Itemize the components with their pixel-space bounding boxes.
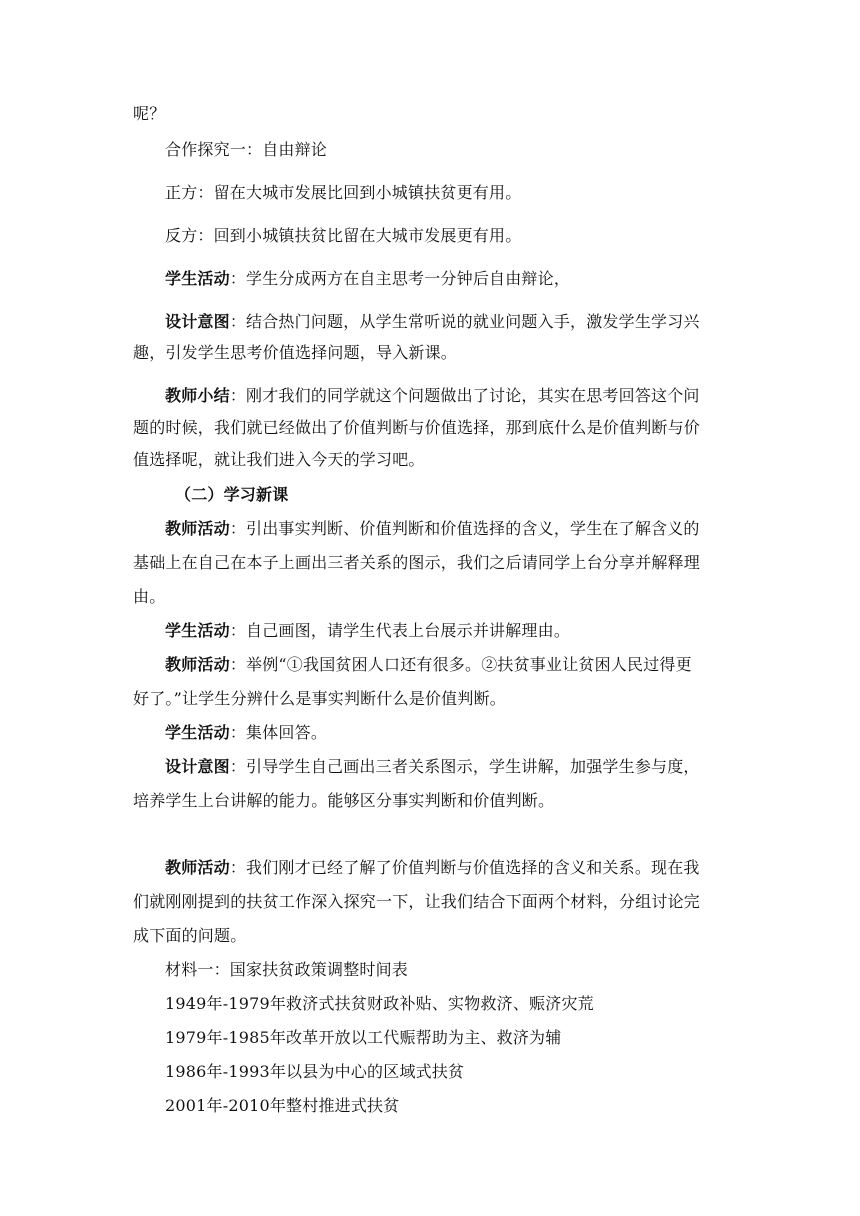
paragraph-line: 呢？ [133,104,166,123]
paragraph-line: 学生活动：学生分成两方在自主思考一分钟后自由辩论， [165,269,571,288]
paragraph-line: 题的时候，我们就已经做出了价值判断与价值选择，那到底什么是价值判断与价 [133,418,701,437]
paragraph-line: 由。 [133,587,166,606]
paragraph-line: 教师活动：引出事实判断、价值判断和价值选择的含义，学生在了解含义的 [165,519,700,538]
paragraph-line: 设计意图：引导学生自己画出三者关系图示，学生讲解，加强学生参与度， [165,757,700,776]
paragraph-line: 1949年-1979年救济式扶贫财政补贴、实物救济、赈济灾荒 [165,994,594,1013]
paragraph-line: 好了。”让学生分辨什么是事实判断什么是价值判断。 [133,689,506,708]
paragraph-line: 2001年-2010年整村推进式扶贫 [165,1096,400,1115]
paragraph-line: 学生活动：自己画图，请学生代表上台展示并讲解理由。 [165,621,571,640]
paragraph-line: 教师活动：举例“①我国贫困人口还有很多。②扶贫事业让贫困人民过得更 [165,655,692,674]
paragraph-line: 合作探究一：自由辩论 [165,140,328,159]
section-heading: （二）学习新课 [175,485,289,504]
paragraph-line: 培养学生上台讲解的能力。能够区分事实判断和价值判断。 [133,791,555,810]
paragraph-line: 成下面的问题。 [133,926,247,945]
paragraph-line: 1986年-1993年以县为中心的区域式扶贫 [165,1062,465,1081]
paragraph-line: 反方：回到小城镇扶贫比留在大城市发展更有用。 [165,226,522,245]
paragraph-line: 教师小结：刚才我们的同学就这个问题做出了讨论，其实在思考回答这个问 [165,386,700,405]
paragraph-line: 设计意图：结合热门问题，从学生常听说的就业问题入手，激发学生学习兴 [165,312,700,331]
paragraph-line: 学生活动：集体回答。 [165,723,328,742]
paragraph-line: 教师活动：我们刚才已经了解了价值判断与价值选择的含义和关系。现在我 [165,858,700,877]
paragraph-line: 1979年-1985年改革开放以工代赈帮助为主、救济为辅 [165,1028,562,1047]
paragraph-line: 正方：留在大城市发展比回到小城镇扶贫更有用。 [165,183,522,202]
paragraph-line: 基础上在自己在本子上画出三者关系的图示，我们之后请同学上台分享并解释理 [133,553,701,572]
paragraph-line: 材料一：国家扶贫政策调整时间表 [165,960,409,979]
paragraph-line: 趣，引发学生思考价值选择问题，导入新课。 [133,343,458,362]
paragraph-line: 值选择呢，就让我们进入今天的学习吧。 [133,450,425,469]
paragraph-line: 们就刚刚提到的扶贫工作深入探究一下，让我们结合下面两个材料，分组讨论完 [133,892,701,911]
